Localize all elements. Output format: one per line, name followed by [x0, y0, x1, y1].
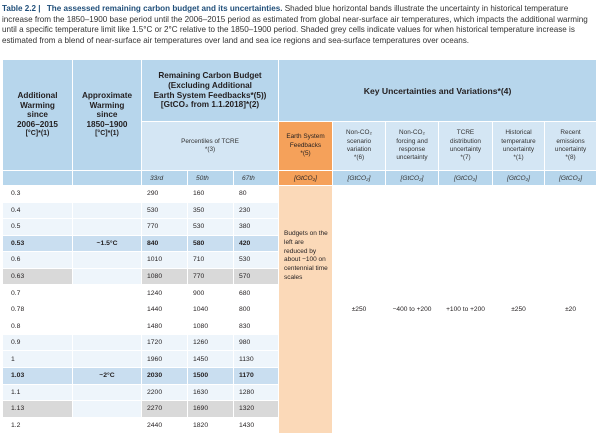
cell-p33: 1240 [142, 285, 188, 302]
cell-p33: 2270 [142, 401, 188, 418]
header-key-uncertainties: Key Uncertainties and Variations*(4) [279, 60, 597, 122]
cell-p50: 580 [188, 235, 234, 252]
header-earth-system-feedbacks: Earth System Feedbacks *(5) [279, 122, 333, 171]
uncertainty-historical: ±250 [493, 186, 545, 434]
unit-50th: 50th [188, 171, 234, 186]
cell-p67: 80 [234, 186, 279, 203]
cell-additional-warming: 0.8 [3, 318, 73, 335]
cell-approx-warming [73, 252, 142, 269]
unit-forcing: [GtCO₂] [386, 171, 439, 186]
cell-p33: 2030 [142, 368, 188, 385]
cell-p67: 570 [234, 268, 279, 285]
cell-p67: 530 [234, 252, 279, 269]
cell-additional-warming: 1.2 [3, 417, 73, 434]
cell-approx-warming [73, 318, 142, 335]
cell-p33: 1720 [142, 334, 188, 351]
cell-p33: 2200 [142, 384, 188, 401]
unit-historical: [GtCO₂] [493, 171, 545, 186]
unit-scenario: [GtCO₂] [333, 171, 386, 186]
cell-p50: 1080 [188, 318, 234, 335]
cell-p33: 1080 [142, 268, 188, 285]
unit-33rd: 33rd [142, 171, 188, 186]
cell-p33: 1480 [142, 318, 188, 335]
cell-p50: 160 [188, 186, 234, 203]
unit-blank-2 [73, 171, 142, 186]
cell-p50: 530 [188, 219, 234, 236]
cell-p50: 1820 [188, 417, 234, 434]
cell-p33: 1440 [142, 301, 188, 318]
header-percentiles: Percentiles of TCRE *(3) [142, 122, 279, 171]
earth-system-feedback-note: Budgets on the left are reduced by about −100 on centennial time scales [279, 186, 333, 434]
table-label: Table 2.2 | [2, 4, 41, 13]
cell-p33: 770 [142, 219, 188, 236]
cell-p67: 230 [234, 202, 279, 219]
cell-additional-warming: 0.4 [3, 202, 73, 219]
header-recent-emissions: Recent emissions uncertainty *(8) [545, 122, 597, 171]
header-tcre-distribution: TCRE distribution uncertainty *(7) [439, 122, 493, 171]
cell-additional-warming: 1.13 [3, 401, 73, 418]
cell-approx-warming [73, 219, 142, 236]
cell-p67: 980 [234, 334, 279, 351]
cell-additional-warming: 0.3 [3, 186, 73, 203]
cell-additional-warming: 0.63 [3, 268, 73, 285]
cell-approx-warming [73, 334, 142, 351]
cell-approx-warming [73, 186, 142, 203]
cell-p67: 680 [234, 285, 279, 302]
cell-p50: 770 [188, 268, 234, 285]
carbon-budget-table [2, 59, 597, 434]
cell-p67: 1170 [234, 368, 279, 385]
cell-approx-warming [73, 417, 142, 434]
cell-p67: 1320 [234, 401, 279, 418]
cell-p50: 1260 [188, 334, 234, 351]
cell-p50: 710 [188, 252, 234, 269]
cell-p50: 1500 [188, 368, 234, 385]
cell-p50: 1040 [188, 301, 234, 318]
header-non-co2-forcing: Non-CO₂ forcing and response uncertainty [386, 122, 439, 171]
cell-p50: 1690 [188, 401, 234, 418]
cell-p33: 840 [142, 235, 188, 252]
cell-p67: 420 [234, 235, 279, 252]
cell-approx-warming [73, 285, 142, 302]
header-additional-warming: Additional Warming since 2006–2015 [°C]*(1) [3, 60, 73, 171]
cell-p67: 1130 [234, 351, 279, 368]
cell-additional-warming: 0.53 [3, 235, 73, 252]
cell-approx-warming [73, 401, 142, 418]
cell-p33: 290 [142, 186, 188, 203]
unit-67th: 67th [234, 171, 279, 186]
uncertainty-recent: ±20 [545, 186, 597, 434]
cell-approx-warming [73, 384, 142, 401]
cell-p33: 1960 [142, 351, 188, 368]
header-non-co2-scenario: Non-CO₂ scenario variation *(6) [333, 122, 386, 171]
table-row [3, 186, 597, 203]
cell-additional-warming: 1.1 [3, 384, 73, 401]
cell-p50: 1630 [188, 384, 234, 401]
cell-additional-warming: 0.5 [3, 219, 73, 236]
cell-p33: 530 [142, 202, 188, 219]
uncertainty-scenario: ±250 [333, 186, 386, 434]
uncertainty-forcing: −400 to +200 [386, 186, 439, 434]
unit-blank-1 [3, 171, 73, 186]
unit-earth: [GtCO₂] [279, 171, 333, 186]
cell-p67: 1430 [234, 417, 279, 434]
cell-approx-warming: ~2°C [73, 368, 142, 385]
cell-p33: 1010 [142, 252, 188, 269]
cell-additional-warming: 0.7 [3, 285, 73, 302]
header-approx-warming: Approximate Warming since 1850–1900 [°C]*(1) [73, 60, 142, 171]
cell-approx-warming [73, 301, 142, 318]
cell-p50: 1450 [188, 351, 234, 368]
cell-p67: 380 [234, 219, 279, 236]
unit-tcre: [GtCO₂] [439, 171, 493, 186]
cell-additional-warming: 0.9 [3, 334, 73, 351]
caption-text: Shaded blue horizontal bands illustrate the uncertainty in historical temperature increase from the 1850–1900 base period until the 2006–2015 period as estimated from global near-surface air temperatures, which impacts the additional warming until a specific temperature limit like 1.5°C or 2°C relative to the 1850–1900 period. Shaded grey cells indicate values for when historical temperature increase is estimated from a blend of near-surface air temperatures over land and sea ice regions and sea-surface temperatures over oceans. [2, 4, 588, 45]
cell-approx-warming: ~1.5°C [73, 235, 142, 252]
header-historical-temperature: Historical temperature uncertainty *(1) [493, 122, 545, 171]
unit-recent: [GtCO₂] [545, 171, 597, 186]
cell-approx-warming [73, 202, 142, 219]
cell-additional-warming: 0.78 [3, 301, 73, 318]
cell-p33: 2440 [142, 417, 188, 434]
cell-p50: 350 [188, 202, 234, 219]
cell-additional-warming: 1.03 [3, 368, 73, 385]
header-remaining-budget: Remaining Carbon Budget (Excluding Additional Earth System Feedbacks*(5)) [GtCO₂ from 1.1.2018]*(2) [142, 60, 279, 122]
cell-approx-warming [73, 351, 142, 368]
cell-additional-warming: 0.6 [3, 252, 73, 269]
table-title: The assessed remaining carbon budget and its uncertainties. [46, 4, 283, 13]
cell-p67: 830 [234, 318, 279, 335]
table-caption [2, 4, 594, 46]
cell-p67: 1280 [234, 384, 279, 401]
cell-additional-warming: 1 [3, 351, 73, 368]
cell-p50: 900 [188, 285, 234, 302]
uncertainty-tcre: +100 to +200 [439, 186, 493, 434]
cell-approx-warming [73, 268, 142, 285]
cell-p67: 800 [234, 301, 279, 318]
